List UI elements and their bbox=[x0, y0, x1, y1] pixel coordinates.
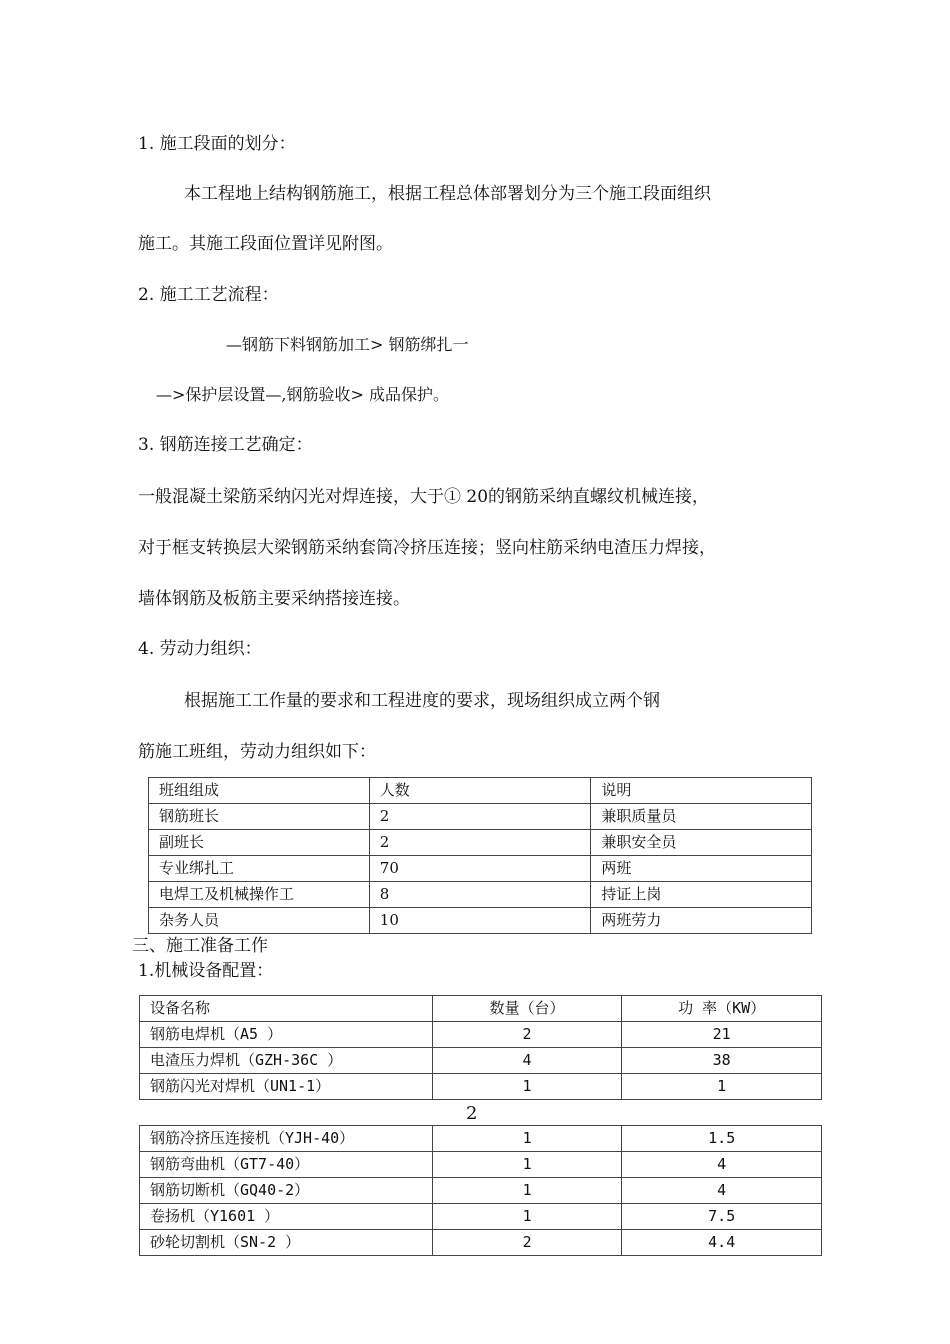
section-1-paragraph-line-2: 施工。其施工段面位置详见附图。 bbox=[138, 234, 393, 254]
table-row bbox=[140, 1048, 822, 1074]
process-flow-line-2: —>保护层设置—,钢筋验收> 成品保护。 bbox=[156, 385, 449, 404]
table-cell: 钢筋班长 bbox=[149, 804, 370, 830]
table-row bbox=[140, 1178, 822, 1204]
equipment-table-1 bbox=[139, 995, 822, 1100]
table-cell: 钢筋切断机（GQ40-2） bbox=[140, 1178, 433, 1204]
table-header-row bbox=[149, 778, 812, 804]
table-cell: 砂轮切割机（SN-2 ） bbox=[140, 1230, 433, 1256]
section-4-paragraph-line-2: 筋施工班组，劳动力组织如下： bbox=[138, 742, 376, 762]
section-4-heading: 4. 劳动力组织： bbox=[138, 639, 262, 659]
table-cell: 专业绑扎工 bbox=[149, 856, 370, 882]
table-cell: 兼职安全员 bbox=[591, 830, 812, 856]
header-cell: 功 率（KW） bbox=[622, 996, 822, 1022]
table-row bbox=[149, 830, 812, 856]
table-cell: 8 bbox=[369, 882, 591, 908]
table-cell: 1 bbox=[432, 1204, 622, 1230]
table-cell: 钢筋冷挤压连接机（YJH-40） bbox=[140, 1126, 433, 1152]
table-cell: 4 bbox=[432, 1048, 622, 1074]
table-row bbox=[149, 908, 812, 934]
table-cell: 4.4 bbox=[622, 1230, 822, 1256]
table-row bbox=[140, 1152, 822, 1178]
table-cell: 70 bbox=[369, 856, 591, 882]
table-row bbox=[140, 1022, 822, 1048]
header-cell: 数量（台） bbox=[432, 996, 622, 1022]
table-cell: 两班劳力 bbox=[591, 908, 812, 934]
labor-table bbox=[148, 777, 812, 934]
header-cell: 班组组成 bbox=[149, 778, 370, 804]
section-3-heading: 3. 钢筋连接工艺确定： bbox=[138, 435, 313, 455]
table-cell: 1 bbox=[432, 1126, 622, 1152]
header-cell: 说明 bbox=[591, 778, 812, 804]
table-row bbox=[140, 1230, 822, 1256]
table-cell: 38 bbox=[622, 1048, 822, 1074]
table-cell: 1 bbox=[622, 1074, 822, 1100]
table-cell: 持证上岗 bbox=[591, 882, 812, 908]
table-row bbox=[140, 1074, 822, 1100]
table-cell: 兼职质量员 bbox=[591, 804, 812, 830]
table-cell: 10 bbox=[369, 908, 591, 934]
table-row bbox=[140, 1126, 822, 1152]
table-cell: 1 bbox=[432, 1152, 622, 1178]
table-cell: 2 bbox=[369, 830, 591, 856]
section-1-heading: 1. 施工段面的划分： bbox=[138, 134, 296, 154]
table-cell: 2 bbox=[432, 1230, 622, 1256]
page-number: 2 bbox=[466, 1103, 478, 1124]
table-cell: 1.5 bbox=[622, 1126, 822, 1152]
table-row bbox=[149, 882, 812, 908]
section-prep-heading: 三、施工准备工作 bbox=[132, 936, 268, 956]
table-cell: 两班 bbox=[591, 856, 812, 882]
table-cell: 电渣压力焊机（GZH-36C ） bbox=[140, 1048, 433, 1074]
table-cell: 钢筋电焊机（A5 ） bbox=[140, 1022, 433, 1048]
table-cell: 卷扬机（Y1601 ） bbox=[140, 1204, 433, 1230]
table-cell: 1 bbox=[432, 1074, 622, 1100]
table-cell: 副班长 bbox=[149, 830, 370, 856]
section-4-paragraph-line-1: 根据施工工作量的要求和工程进度的要求，现场组织成立两个钢 bbox=[184, 691, 660, 711]
table-cell: 钢筋闪光对焊机（UN1-1） bbox=[140, 1074, 433, 1100]
table-cell: 2 bbox=[432, 1022, 622, 1048]
process-flow-line-1: —钢筋下料钢筋加工> 钢筋绑扎一 bbox=[226, 335, 469, 354]
table-cell: 2 bbox=[369, 804, 591, 830]
table-cell: 7.5 bbox=[622, 1204, 822, 1230]
table-cell: 杂务人员 bbox=[149, 908, 370, 934]
section-3-paragraph-line-3: 墙体钢筋及板筋主要采纳搭接连接。 bbox=[138, 589, 410, 609]
section-2-heading: 2. 施工工艺流程： bbox=[138, 285, 279, 305]
header-cell: 人数 bbox=[369, 778, 591, 804]
table-cell: 1 bbox=[432, 1178, 622, 1204]
table-row bbox=[149, 856, 812, 882]
table-row bbox=[149, 804, 812, 830]
equipment-table-2 bbox=[139, 1125, 822, 1256]
section-3-paragraph-line-2: 对于框支转换层大梁钢筋采纳套筒冷挤压连接；竖向柱筋采纳电渣压力焊接， bbox=[138, 538, 716, 558]
table-header-row bbox=[140, 996, 822, 1022]
section-1-paragraph-line-1: 本工程地上结构钢筋施工，根据工程总体部署划分为三个施工段面组织 bbox=[184, 184, 711, 204]
table-row bbox=[140, 1204, 822, 1230]
table-cell: 4 bbox=[622, 1178, 822, 1204]
table-cell: 电焊工及机械操作工 bbox=[149, 882, 370, 908]
table-cell: 4 bbox=[622, 1152, 822, 1178]
section-3-paragraph-line-1: 一般混凝土梁筋采纳闪光对焊连接，大于① 20的钢筋采纳直螺纹机械连接， bbox=[138, 487, 710, 507]
header-cell: 设备名称 bbox=[140, 996, 433, 1022]
table-cell: 21 bbox=[622, 1022, 822, 1048]
table-cell: 钢筋弯曲机（GT7-40） bbox=[140, 1152, 433, 1178]
section-prep-subheading: 1.机械设备配置： bbox=[138, 961, 274, 981]
